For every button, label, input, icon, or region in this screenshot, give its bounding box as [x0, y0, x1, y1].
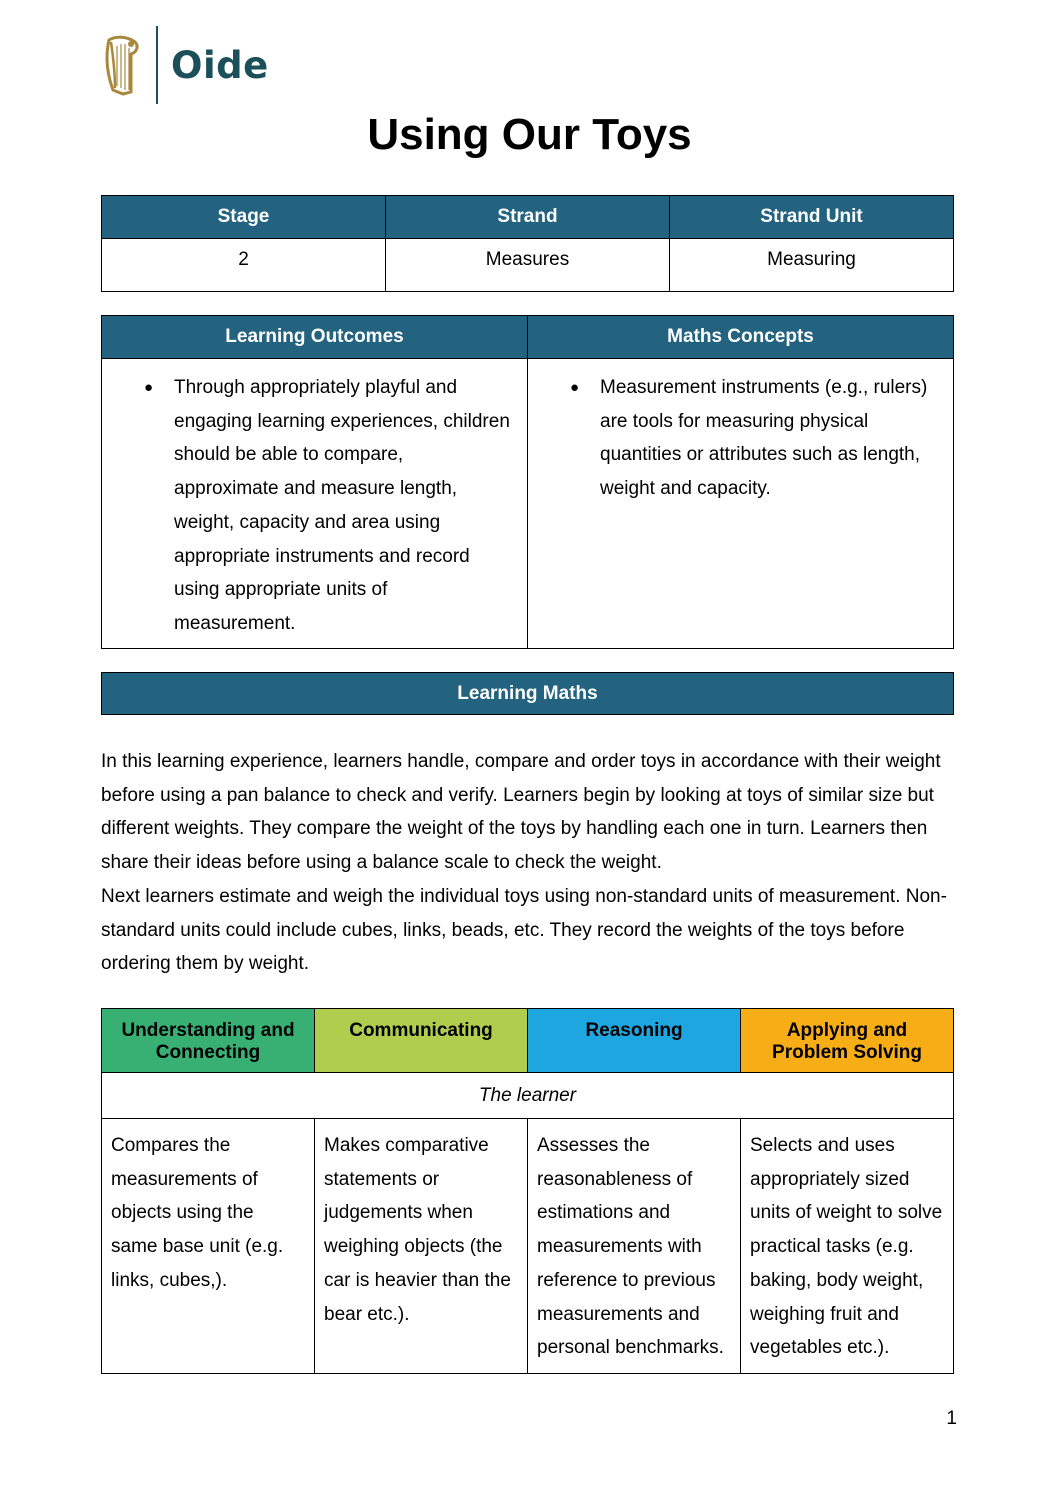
header-strand: Strand — [386, 196, 670, 239]
elements-table — [101, 1008, 954, 1374]
header-reasoning: Reasoning — [528, 1009, 741, 1073]
header-applying-problem-solving: Applying and Problem Solving — [741, 1009, 954, 1073]
page-title: Using Our Toys — [367, 110, 692, 159]
understanding-description: Compares the measurements of objects using the same base unit (e.g. links, cubes,). — [102, 1119, 315, 1374]
header-strand-unit: Strand Unit — [670, 196, 954, 239]
learning-maths-text — [101, 745, 961, 981]
learning-maths-paragraph: In this learning experience, learners handle, compare and order toys in accordance with their weight before using a pan balance to check and verify. Learners begin by looking at toys of similar size but different weights. They compare the weight of the toys by handling each one in turn. Learners then share their ideas before using a balance scale to check the weight. — [101, 751, 941, 874]
logo-divider — [156, 26, 158, 104]
harp-icon — [101, 34, 143, 96]
outcomes-table — [101, 315, 954, 649]
learning-maths-bar — [101, 672, 954, 715]
learning-outcome-item: ● Through appropriately playful and engaging learning experiences, children should be able to compare, approximate and measure length, weight, capacity and area using appropriate instruments and record using appropriate units of measurement. — [116, 371, 513, 641]
learning-maths-paragraph: Next learners estimate and weigh the individual toys using non-standard units of measurement. Non-standard units could include cubes, links, beads, etc. They record the weights of the toys before ordering them by weight. — [101, 885, 947, 975]
reasoning-description: Assesses the reasonableness of estimations and measurements with reference to previous measurements and personal benchmarks. — [528, 1119, 741, 1374]
header-learning-outcomes: Learning Outcomes — [102, 316, 528, 359]
header-communicating: Communicating — [315, 1009, 528, 1073]
header-stage: Stage — [102, 196, 386, 239]
overview-table — [101, 195, 954, 292]
oide-logo — [101, 26, 271, 104]
strand-unit-value: Measuring — [670, 239, 954, 292]
learning-outcomes-cell — [102, 359, 528, 649]
applying-description: Selects and uses appropriately sized units of weight to solve practical tasks (e.g. baking, body weight, weighing fruit and vegetables etc.). — [741, 1119, 954, 1374]
learner-label: The learner — [102, 1073, 954, 1119]
communicating-description: Makes comparative statements or judgements when weighing objects (the car is heavier than the bear etc.). — [315, 1119, 528, 1374]
maths-concept-item: ● Measurement instruments (e.g., rulers) are tools for measuring physical quantities or attributes such as length, weight and capacity. — [542, 371, 939, 506]
maths-concepts-cell — [528, 359, 954, 649]
stage-value: 2 — [102, 239, 386, 292]
page-number: 1 — [946, 1408, 957, 1429]
strand-value: Measures — [386, 239, 670, 292]
header-understanding-connecting: Understanding and Connecting — [102, 1009, 315, 1073]
brand-name: Oide — [171, 44, 269, 87]
header-maths-concepts: Maths Concepts — [528, 316, 954, 359]
header-learning-maths: Learning Maths — [102, 673, 954, 715]
